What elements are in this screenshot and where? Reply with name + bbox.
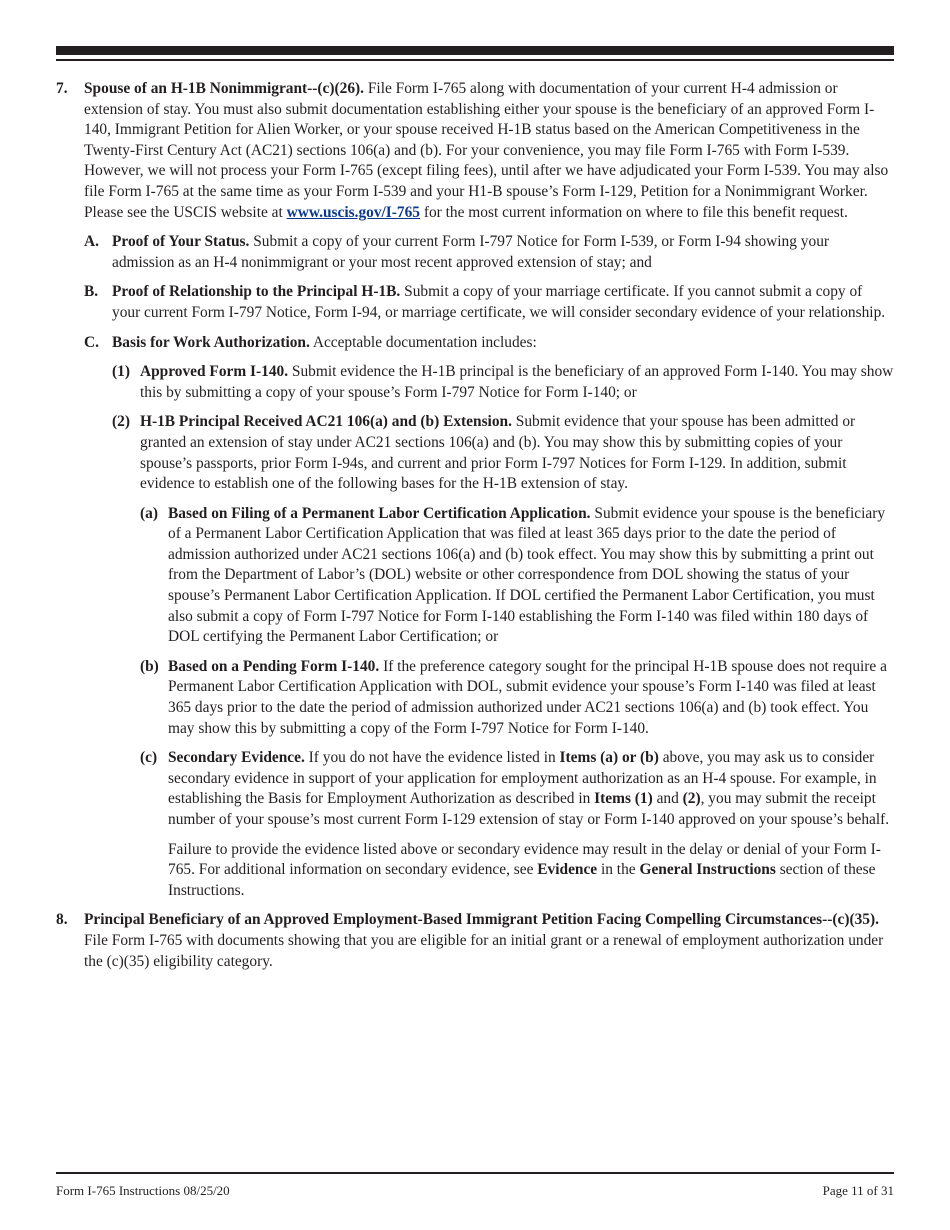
bold-reference: (2)	[682, 790, 701, 808]
item-title: Based on a Pending Form I-140.	[168, 657, 380, 675]
item-body: above, you may ask us to consider secondary evidence in support of your application for employment authorization as an H-4 spouse. For example, in establishing the Basis for Employment Authorization as described in	[168, 749, 877, 808]
item-title: Secondary Evidence.	[168, 749, 305, 767]
item-A	[56, 232, 894, 273]
item-letter: (b)	[140, 657, 159, 675]
item-title: Approved Form I-140.	[140, 363, 289, 381]
item-letter: A.	[84, 233, 99, 251]
item-body: , you may submit the receipt number of your spouse’s most current Form I-129 extension of stay or Form I-140 approved on your spouse’s behalf.	[168, 790, 890, 828]
page-content	[56, 79, 894, 972]
item-C-1	[56, 362, 894, 403]
item-C-2-b	[56, 657, 894, 739]
footer-page-number: Page 11 of 31	[822, 1183, 894, 1198]
bold-reference: Evidence	[537, 861, 598, 879]
header-thin-rule	[56, 59, 894, 61]
item-number: (2)	[112, 413, 130, 431]
item-body: Submit a copy of your marriage certificate. If you cannot submit a copy of your current Form I-797 Notice, Form I-94, or marriage certificate, we will consider secondary evidence of your relationship.	[112, 283, 886, 321]
paragraph-text: Failure to provide the evidence listed above or secondary evidence may result in the delay or denial of your Form I-765. For additional information on secondary evidence, see	[168, 840, 881, 879]
item-7	[56, 79, 894, 223]
paragraph-text: in the	[597, 861, 640, 879]
page-footer	[56, 1183, 894, 1199]
item-body: Submit evidence your spouse is the beneficiary of a Permanent Labor Certification Application that was filed at least 365 days prior to the date the period of admission authorized under AC21 sections 106(a) and (b) took effect. You may show this by submitting a print out from the Department of Labor’s (DOL) website or other correspondence from DOL showing the status of your spouse’s Permanent Labor Certification Application. If DOL certified the Permanent Labor Certification, you must also submit a copy of Form I-797 Notice for Form I-140 establishing the Form I-140 was filed within 180 days of DOL certifying the Permanent Labor Certification; or	[168, 504, 886, 646]
footer-form-info: Form I-765 Instructions 08/25/20	[56, 1183, 230, 1198]
item-title: Spouse of an H-1B Nonimmigrant--(c)(26).	[84, 80, 365, 97]
bold-reference: General Instructions	[639, 861, 776, 879]
item-number: 7.	[56, 80, 68, 97]
header-thick-rule	[56, 46, 894, 55]
item-letter: B.	[84, 283, 99, 301]
item-title: Principal Beneficiary of an Approved Employment-Based Immigrant Petition Facing Compelling Circumstances--(c)(35).	[84, 911, 879, 929]
uscis-link[interactable]: www.uscis.gov/I-765	[286, 203, 421, 221]
failure-paragraph	[56, 840, 894, 902]
item-B	[56, 282, 894, 323]
item-body: Submit evidence that your spouse has been admitted or granted an extension of stay under AC21 sections 106(a) and (b). You may show this by submitting copies of your spouse’s passports, prior Form I-94s, and current and prior Form I-797 Notices for Form I-129. In addition, submit evidence to establish one of the following bases for the H-1B extension of stay.	[140, 413, 856, 493]
item-number: 8.	[56, 911, 68, 929]
item-title: Basis for Work Authorization.	[112, 333, 310, 351]
item-body: File Form I-765 with documents showing that you are eligible for an initial grant or a renewal of employment authorization under the (c)(35) eligibility category.	[84, 931, 884, 970]
item-body: and	[652, 790, 683, 808]
item-title: Based on Filing of a Permanent Labor Certification Application.	[168, 504, 591, 522]
item-title: H-1B Principal Received AC21 106(a) and (b) Extension.	[140, 413, 512, 431]
bold-reference: Items (a) or (b)	[559, 749, 659, 767]
item-body: Submit a copy of your current Form I-797 Notice for Form I-539, or Form I-94 showing your admission as an H-4 nonimmigrant or your most recent approved extension of stay; and	[112, 233, 830, 271]
item-body: File Form I-765 along with documentation of your current H-4 admission or extension of stay. You must also submit documentation establishing either your spouse is the beneficiary of an approved Form I-140, Immigrant Petition for Alien Worker, or your spouse received H-1B status based on the American Competitiveness in the Twenty-First Century Act (AC21) sections 106(a) and (b). For your convenience, you may file Form I-765 with Form I-539. However, we will not process your Form I-765 (except filing fees), until after we have adjudicated your Form I-539. You may also file Form I-765 at the same time as your Form I-539 and your H1-B spouse’s Form I-129, Petition for a Nonimmigrant Worker. Please see the USCIS website at	[84, 80, 889, 221]
item-body: If you do not have the evidence listed in	[304, 749, 560, 767]
item-C-2	[56, 412, 894, 494]
item-letter: (a)	[140, 504, 158, 522]
paragraph-text: section of these Instructions.	[168, 861, 876, 899]
item-body: Acceptable documentation includes:	[309, 333, 537, 351]
item-C	[56, 333, 894, 354]
item-body: Submit evidence the H-1B principal is the beneficiary of an approved Form I-140. You may show this by submitting a copy of your spouse’s Form I-797 Notice for Form I-140; or	[140, 363, 894, 401]
item-body: If the preference category sought for the principal H-1B spouse does not require a Permanent Labor Certification Application with DOL, submit evidence your spouse’s Form I-140 was filed at least 365 days prior to the date the period of admission authorized under AC21 sections 106(a) and (b) took effect. You may show this by submitting a copy of the Form I-797 Notice for Form I-140.	[168, 657, 887, 737]
item-C-2-c	[56, 748, 894, 830]
bold-reference: Items (1)	[594, 790, 653, 808]
item-body-end: for the most current information on where to file this benefit request.	[420, 203, 848, 221]
item-number: (1)	[112, 363, 130, 381]
item-letter: (c)	[140, 749, 158, 767]
item-C-2-a	[56, 504, 894, 648]
footer-rule	[56, 1172, 894, 1174]
item-title: Proof of Your Status.	[112, 233, 250, 251]
item-8	[56, 910, 894, 972]
item-letter: C.	[84, 333, 99, 351]
item-title: Proof of Relationship to the Principal H-1B.	[112, 283, 401, 301]
